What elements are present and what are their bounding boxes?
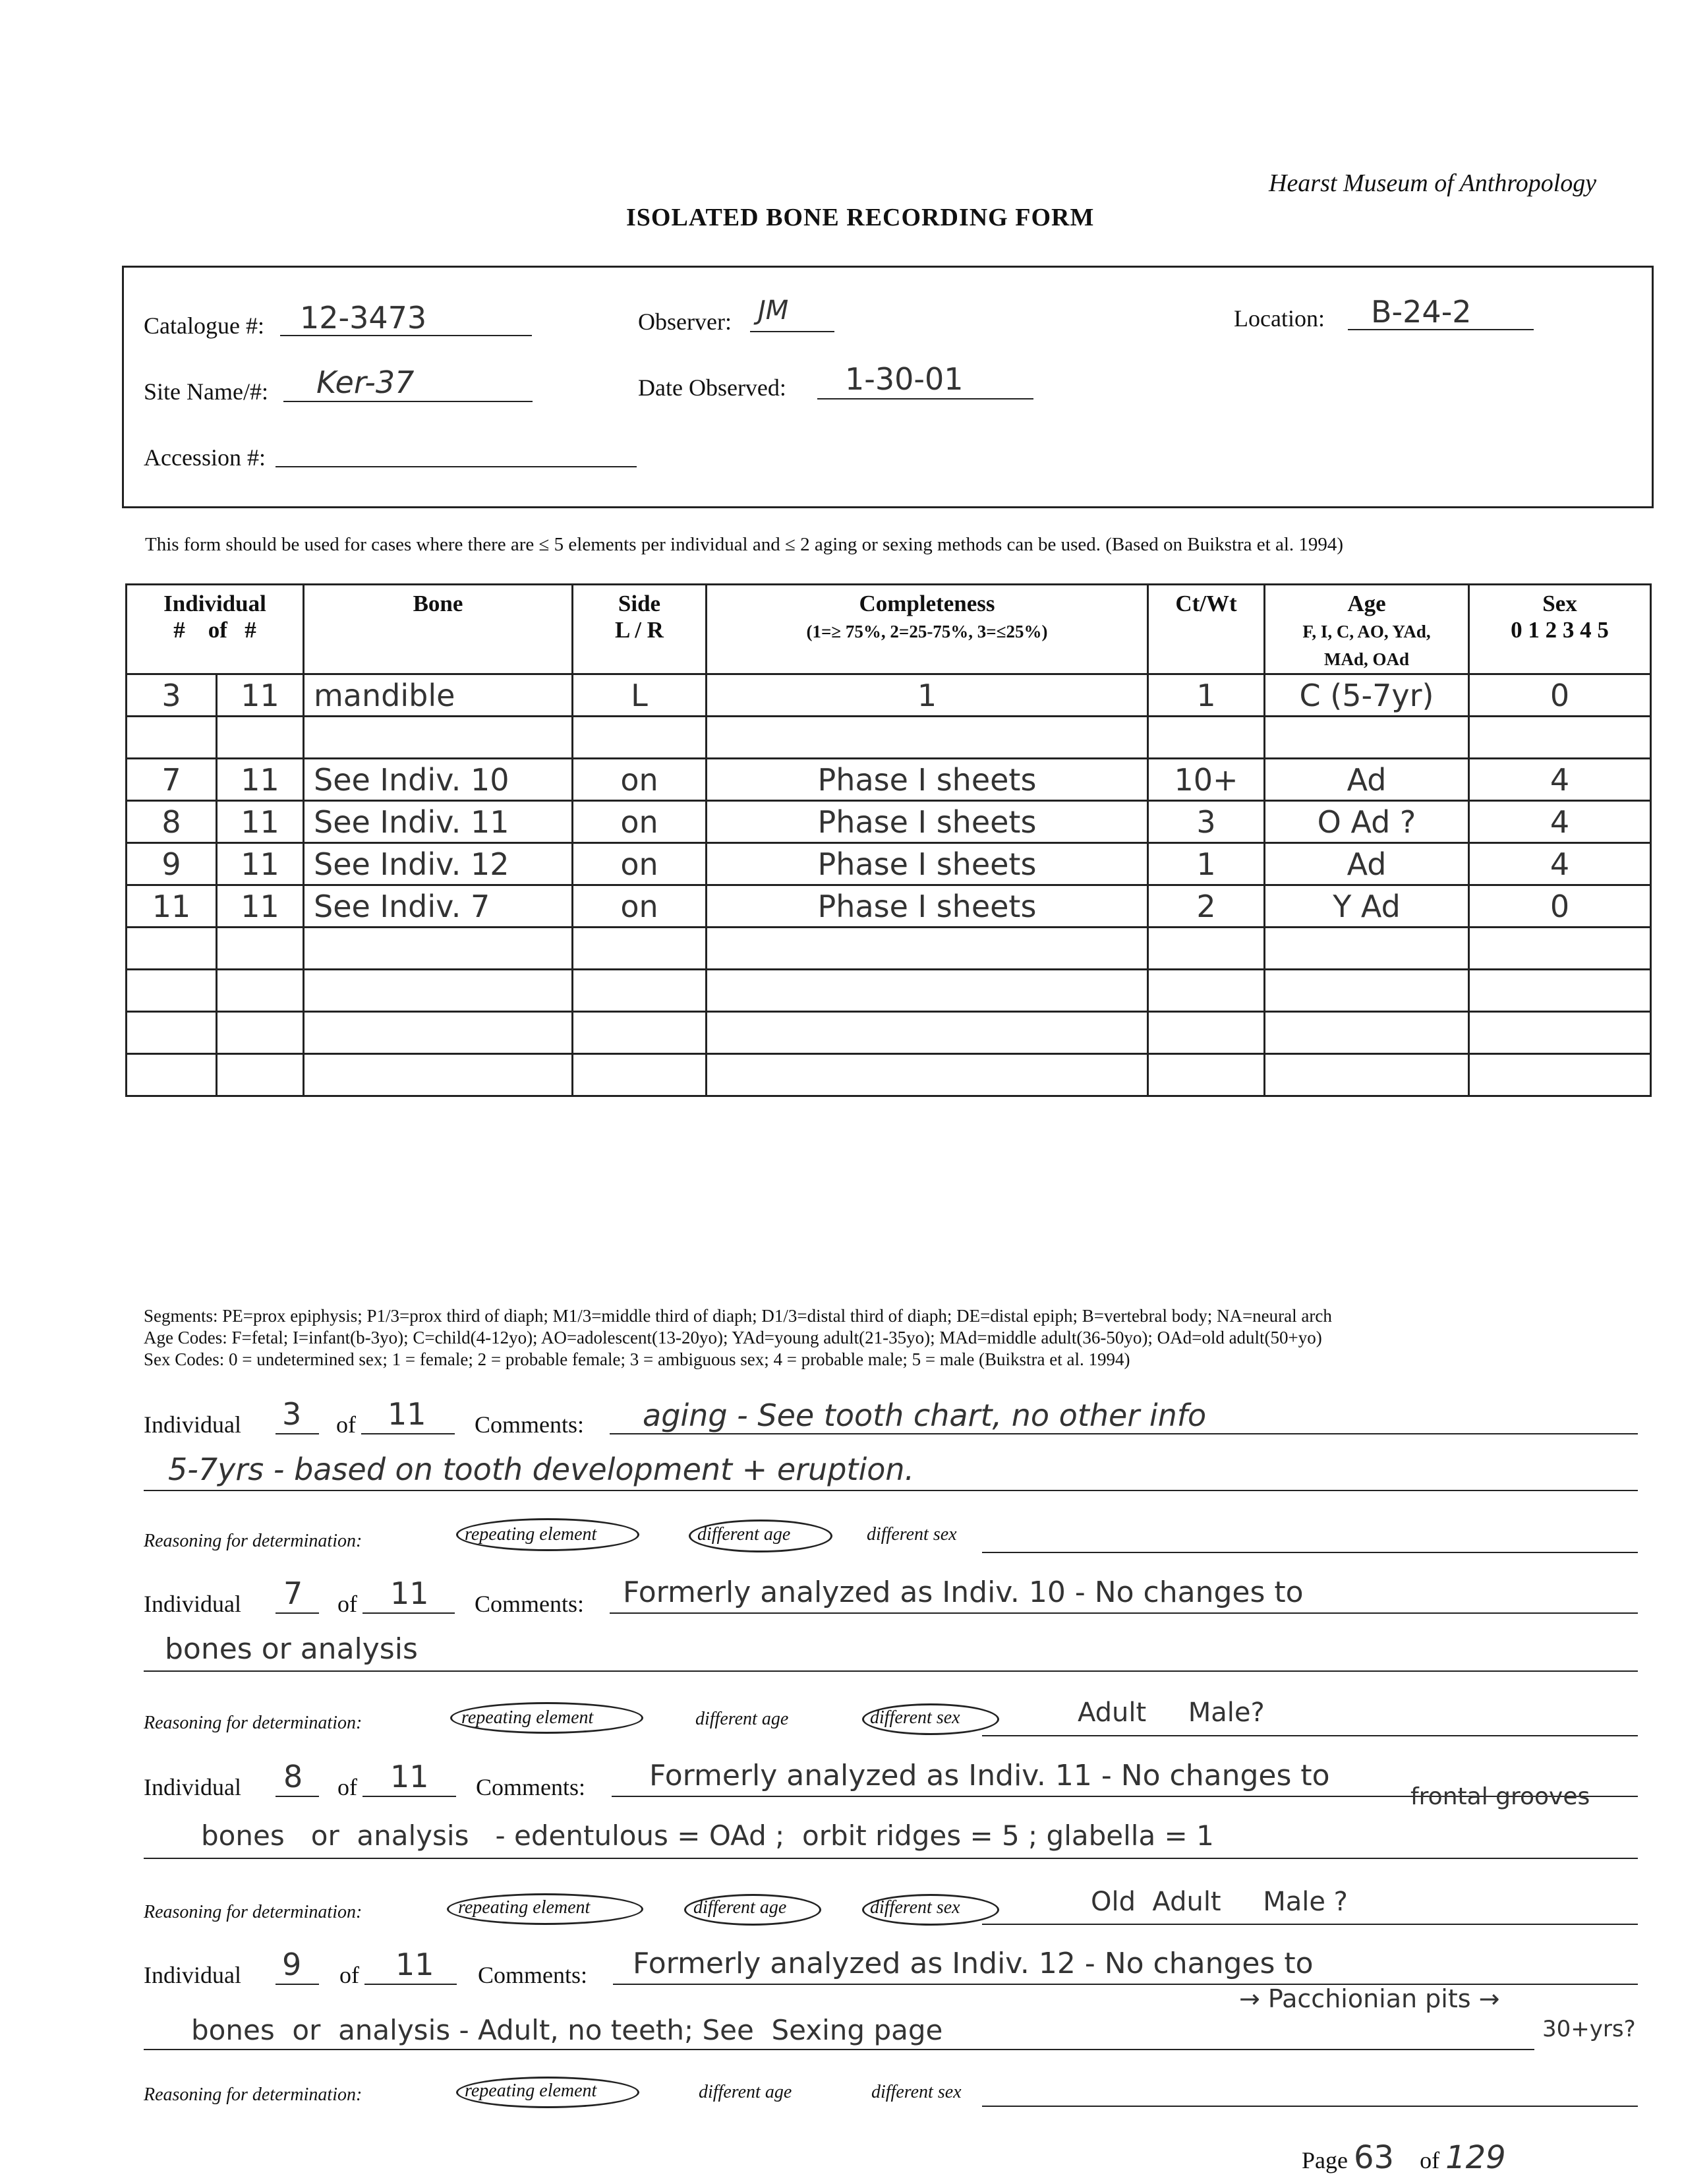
museum-name: Hearst Museum of Anthropology [1269, 169, 1597, 197]
table-row [127, 717, 1651, 759]
comment-text-1: aging - See tooth chart, no other info [643, 1398, 1207, 1433]
cell-of [217, 1054, 304, 1096]
reasoning-label: Reasoning for determination: [144, 2084, 362, 2105]
cell-age: Ad [1265, 759, 1469, 801]
cell-age [1265, 928, 1469, 970]
segments-codes: Segments: PE=prox epiphysis; P1/3=prox third of diaph; M1/3=middle third of diaph; D1/3=distal third of diaph; DE=distal epiph; B=vertebral body; NA=neural arch [144, 1306, 1332, 1326]
th-side-bottom: L / R [615, 617, 664, 643]
th-age-bottom: MAd, OAd [1323, 649, 1409, 669]
accession-label: Accession #: [144, 444, 266, 471]
reasoning-label: Reasoning for determination: [144, 1531, 362, 1551]
table-row [127, 928, 1651, 970]
th-age-top: Age [1347, 591, 1386, 616]
th-sex [1469, 585, 1651, 674]
cell-individual: 11 [127, 885, 217, 928]
page-of-label: of [1420, 2147, 1440, 2173]
comment-addition: frontal grooves [1410, 1783, 1590, 1810]
comments-label: Comments: [478, 1962, 588, 1988]
location-label: Location: [1234, 305, 1325, 332]
cell-ctwt: 10+ [1148, 759, 1265, 801]
cell-age: Ad [1265, 843, 1469, 885]
th-bone: Bone [304, 585, 573, 674]
cell-individual [127, 1012, 217, 1054]
cell-individual: 8 [127, 801, 217, 843]
table-row [127, 970, 1651, 1012]
cell-individual: 7 [127, 759, 217, 801]
cell-sex: 0 [1469, 674, 1651, 717]
individual-number: 7 [283, 1576, 303, 1611]
cell-sex [1469, 1012, 1651, 1054]
cell-bone [304, 928, 573, 970]
cell-bone: See Indiv. 11 [304, 801, 573, 843]
cell-of [217, 970, 304, 1012]
cell-age [1265, 970, 1469, 1012]
cell-individual [127, 970, 217, 1012]
cell-bone: mandible [304, 674, 573, 717]
of-label: of [337, 1774, 357, 1800]
cell-individual: 3 [127, 674, 217, 717]
option-different-sex: different sex [867, 1524, 957, 1545]
cell-side: on [573, 885, 707, 928]
option-different-age: different age [693, 1897, 787, 1918]
of-label: of [339, 1962, 359, 1988]
date-label: Date Observed: [638, 374, 786, 401]
sex-codes: Sex Codes: 0 = undetermined sex; 1 = female; 2 = probable female; 3 = ambiguous sex; 4 = probable male; 5 = male (Buikstra et al. 1994) [144, 1349, 1130, 1369]
comments-label: Comments: [475, 1411, 585, 1438]
cell-sex: 4 [1469, 801, 1651, 843]
comments-label: Comments: [475, 1591, 585, 1617]
cell-individual: 9 [127, 843, 217, 885]
cell-of [217, 928, 304, 970]
reasoning-line [982, 1527, 1638, 1553]
cell-bone: See Indiv. 7 [304, 885, 573, 928]
reasoning-line [982, 2081, 1638, 2107]
cell-bone: See Indiv. 10 [304, 759, 573, 801]
table-row [127, 1054, 1651, 1096]
cell-completeness: 1 [707, 674, 1148, 717]
catalogue-value: 12-3473 [300, 300, 427, 336]
option-different-sex: different sex [870, 1897, 960, 1918]
cell-ctwt: 2 [1148, 885, 1265, 928]
site-value: Ker-37 [316, 365, 415, 400]
individual-number: 9 [282, 1947, 302, 1982]
option-repeating-element: repeating element [461, 1707, 594, 1728]
of-label: of [336, 1411, 356, 1438]
option-different-age: different age [699, 2082, 792, 2102]
cell-sex: 4 [1469, 759, 1651, 801]
cell-completeness [707, 970, 1148, 1012]
cell-bone [304, 717, 573, 759]
th-age-mid: F, I, C, AO, YAd, [1302, 622, 1431, 641]
individual-number: 3 [282, 1396, 302, 1432]
cell-ctwt [1148, 1054, 1265, 1096]
cell-ctwt [1148, 928, 1265, 970]
cell-of [217, 1012, 304, 1054]
cell-sex [1469, 928, 1651, 970]
option-repeating-element: repeating element [465, 1524, 597, 1545]
th-side [573, 585, 707, 674]
reasoning-label: Reasoning for determination: [144, 1902, 362, 1922]
option-different-sex: different sex [870, 1707, 960, 1728]
cell-completeness [707, 1012, 1148, 1054]
cell-sex: 4 [1469, 843, 1651, 885]
individual-number: 8 [283, 1759, 303, 1794]
of-number: 11 [390, 1576, 429, 1611]
cell-ctwt: 1 [1148, 843, 1265, 885]
th-individual [127, 585, 304, 674]
option-repeating-element: repeating element [465, 2081, 597, 2101]
page-label: Page [1302, 2147, 1348, 2173]
cell-completeness: Phase I sheets [707, 885, 1148, 928]
cell-individual [127, 1054, 217, 1096]
cell-side: on [573, 843, 707, 885]
comment-text-2: bones or analysis - Adult, no teeth; See Sexing page [191, 2014, 943, 2046]
cell-age: Y Ad [1265, 885, 1469, 928]
page-number: 63 [1353, 2139, 1395, 2176]
cell-completeness [707, 1054, 1148, 1096]
observer-label: Observer: [638, 309, 732, 335]
cell-bone [304, 1012, 573, 1054]
comment-text-1: Formerly analyzed as Indiv. 10 - No changes to [623, 1576, 1304, 1609]
th-individual-bottom: # of # [173, 617, 256, 643]
cell-side [573, 1054, 707, 1096]
cell-ctwt [1148, 970, 1265, 1012]
th-ctwt: Ct/Wt [1148, 585, 1265, 674]
comment-addition-2: 30+yrs? [1542, 2016, 1636, 2042]
individual-label: Individual [144, 1411, 241, 1438]
th-side-top: Side [618, 591, 661, 616]
cell-completeness: Phase I sheets [707, 801, 1148, 843]
cell-age [1265, 717, 1469, 759]
th-sex-bottom: 0 1 2 3 4 5 [1511, 617, 1609, 643]
cell-age [1265, 1054, 1469, 1096]
of-number: 11 [395, 1947, 434, 1982]
determination-note: Adult Male? [1078, 1697, 1265, 1728]
date-value: 1-30-01 [845, 361, 964, 397]
cell-sex [1469, 970, 1651, 1012]
cell-side: on [573, 759, 707, 801]
option-different-age: different age [695, 1709, 789, 1729]
cell-bone [304, 970, 573, 1012]
table-row [127, 801, 1651, 843]
cell-side: on [573, 801, 707, 843]
option-repeating-element: repeating element [458, 1897, 591, 1918]
cell-of: 11 [217, 759, 304, 801]
determination-note: Old Adult Male ? [1091, 1887, 1348, 1917]
page-total: 129 [1445, 2139, 1506, 2176]
th-completeness-bottom: (1=≥ 75%, 2=25-75%, 3=≤25%) [806, 622, 1048, 641]
th-age [1265, 585, 1469, 674]
cell-ctwt [1148, 717, 1265, 759]
bone-table [125, 583, 1652, 1097]
table-row [127, 1012, 1651, 1054]
cell-sex [1469, 717, 1651, 759]
cell-sex [1469, 1054, 1651, 1096]
cell-bone: See Indiv. 12 [304, 843, 573, 885]
comment-addition: → Pacchionian pits → [1239, 1984, 1500, 2013]
cell-of [217, 717, 304, 759]
individual-label: Individual [144, 1962, 241, 1988]
cell-age: O Ad ? [1265, 801, 1469, 843]
cell-bone [304, 1054, 573, 1096]
comment-text-1: Formerly analyzed as Indiv. 11 - No changes to [649, 1759, 1330, 1792]
cell-of: 11 [217, 674, 304, 717]
form-title: ISOLATED BONE RECORDING FORM [626, 204, 1095, 231]
cell-of: 11 [217, 843, 304, 885]
individual-label: Individual [144, 1591, 241, 1617]
comment-text-2: bones or analysis [165, 1632, 418, 1666]
reasoning-label: Reasoning for determination: [144, 1713, 362, 1733]
individual-label: Individual [144, 1774, 241, 1800]
cell-age [1265, 1012, 1469, 1054]
cell-ctwt: 3 [1148, 801, 1265, 843]
cell-completeness: Phase I sheets [707, 843, 1148, 885]
th-completeness [707, 585, 1148, 674]
cell-of: 11 [217, 801, 304, 843]
of-label: of [337, 1591, 357, 1617]
observer-initials: JM [758, 295, 789, 326]
table-row [127, 843, 1651, 885]
cell-completeness [707, 928, 1148, 970]
cell-of: 11 [217, 885, 304, 928]
cell-completeness: Phase I sheets [707, 759, 1148, 801]
comment-text-2: bones or analysis - edentulous = OAd ; orbit ridges = 5 ; glabella = 1 [201, 1819, 1214, 1852]
catalogue-label: Catalogue #: [144, 312, 264, 339]
cell-side [573, 1012, 707, 1054]
cell-completeness [707, 717, 1148, 759]
option-different-sex: different sex [871, 2082, 962, 2102]
comment-text-1: Formerly analyzed as Indiv. 12 - No changes to [633, 1947, 1314, 1980]
table-row [127, 759, 1651, 801]
cell-ctwt [1148, 1012, 1265, 1054]
comment-text-2: 5-7yrs - based on tooth development + eruption. [168, 1452, 915, 1487]
table-row [127, 885, 1651, 928]
th-individual-top: Individual [163, 591, 266, 616]
th-completeness-top: Completeness [859, 591, 995, 616]
cell-individual [127, 717, 217, 759]
cell-individual [127, 928, 217, 970]
age-codes: Age Codes: F=fetal; I=infant(b-3yo); C=child(4-12yo); AO=adolescent(13-20yo); YAd=young adult(21-35yo); MAd=middle adult(36-50yo); OAd=old adult(50+yo) [144, 1328, 1322, 1347]
comments-label: Comments: [476, 1774, 586, 1800]
cell-ctwt: 1 [1148, 674, 1265, 717]
cell-side [573, 717, 707, 759]
accession-line [276, 441, 637, 467]
th-sex-top: Sex [1542, 591, 1577, 616]
cell-sex: 0 [1469, 885, 1651, 928]
cell-side: L [573, 674, 707, 717]
instructions-text: This form should be used for cases where there are ≤ 5 elements per individual and ≤ 2 aging or sexing methods can be used. (Based on Buikstra et al. 1994) [145, 534, 1344, 555]
page-footer [1302, 2139, 1506, 2176]
cell-side [573, 970, 707, 1012]
of-number: 11 [388, 1396, 426, 1432]
table-row [127, 674, 1651, 717]
of-number: 11 [390, 1759, 429, 1794]
cell-side [573, 928, 707, 970]
option-different-age: different age [697, 1524, 791, 1545]
table-header-row [127, 585, 1651, 674]
cell-age: C (5-7yr) [1265, 674, 1469, 717]
location-value: B-24-2 [1371, 294, 1472, 330]
site-label: Site Name/#: [144, 378, 268, 405]
